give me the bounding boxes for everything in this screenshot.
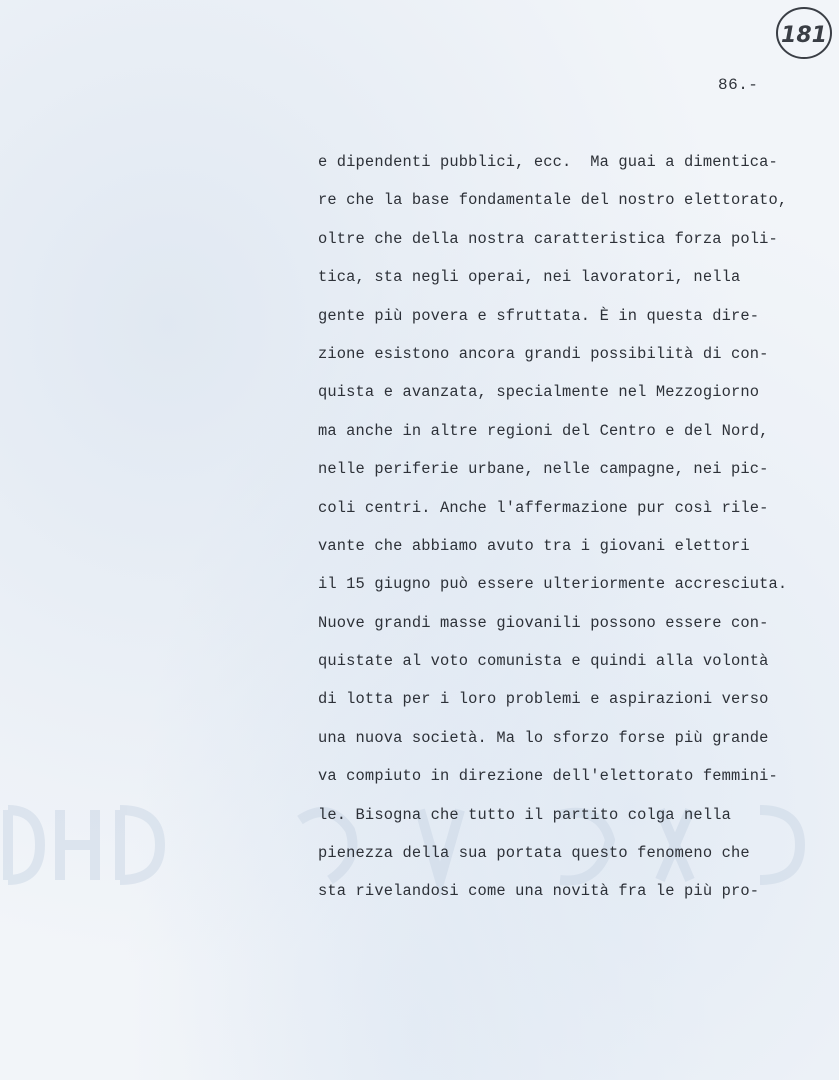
text-line: tica, sta negli operai, nei lavoratori, nella [318,268,741,287]
text-line: re che la base fondamentale del nostro elettorato, [318,191,788,210]
typewritten-body [318,150,818,918]
text-line: pienezza della sua portata questo fenomeno che [318,844,750,863]
text-line: nelle periferie urbane, nelle campagne, nei pic- [318,460,769,479]
text-line: il 15 giugno può essere ulteriormente accresciuta. [318,575,788,594]
text-line: oltre che della nostra caratteristica forza poli- [318,229,778,248]
archive-stamp [774,4,834,62]
page-number: 86.- [718,76,759,94]
text-line: le. Bisogna che tutto il partito colga nella [318,805,731,824]
text-line: coli centri. Anche l'affermazione pur così rile- [318,498,769,517]
text-line: una nuova società. Ma lo sforzo forse più grande [318,728,769,747]
stamp-number: 181 [781,23,827,48]
text-line: va compiuto in direzione dell'elettorato femmini- [318,767,778,786]
text-line: quista e avanzata, specialmente nel Mezzogiorno [318,383,760,402]
text-line: sta rivelandosi come una novità fra le più pro- [318,882,760,901]
text-line: di lotta per i loro problemi e aspirazioni verso [318,690,769,709]
text-line: e dipendenti pubblici, ecc. Ma guai a dimentica- [318,153,778,171]
text-line: vante che abbiamo avuto tra i giovani elettori [318,536,750,555]
text-line: ma anche in altre regioni del Centro e del Nord, [318,421,769,440]
text-line: gente più povera e sfruttata. È in questa dire- [318,306,760,325]
text-line: quistate al voto comunista e quindi alla volontà [318,652,769,671]
text-line: Nuove grandi masse giovanili possono essere con- [318,613,769,632]
text-line: zione esistono ancora grandi possibilità di con- [318,344,769,363]
